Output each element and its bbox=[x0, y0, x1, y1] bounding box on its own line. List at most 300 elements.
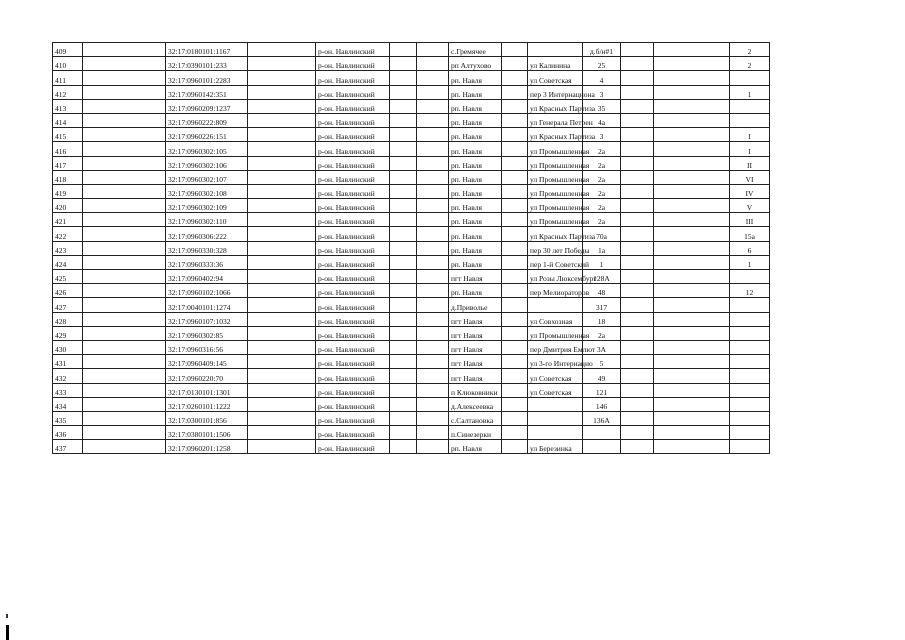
house-number-cell: 25 bbox=[583, 57, 621, 71]
empty-cell bbox=[502, 156, 528, 170]
row-number-cell: 425 bbox=[53, 270, 83, 284]
empty-cell bbox=[390, 213, 417, 227]
district-cell: р-он. Навлинский bbox=[316, 255, 390, 269]
empty-cell bbox=[654, 284, 730, 298]
empty-cell bbox=[83, 184, 166, 198]
district-cell: р-он. Навлинский bbox=[316, 241, 390, 255]
empty-cell bbox=[83, 440, 166, 454]
settlement-cell: д.Алексеевка bbox=[449, 397, 502, 411]
district-cell: р-он. Навлинский bbox=[316, 411, 390, 425]
empty-cell bbox=[83, 199, 166, 213]
table-row bbox=[53, 156, 770, 170]
empty-cell bbox=[248, 213, 316, 227]
empty-cell bbox=[83, 71, 166, 85]
table-row bbox=[53, 43, 770, 57]
table-row bbox=[53, 227, 770, 241]
settlement-cell: рп. Навля bbox=[449, 113, 502, 127]
empty-cell bbox=[502, 426, 528, 440]
table-row bbox=[53, 426, 770, 440]
empty-cell bbox=[248, 85, 316, 99]
district-cell: р-он. Навлинский bbox=[316, 284, 390, 298]
street-cell: пер 30 лет Победы bbox=[528, 241, 583, 255]
table-row bbox=[53, 57, 770, 71]
empty-cell bbox=[417, 170, 449, 184]
district-cell: р-он. Навлинский bbox=[316, 355, 390, 369]
street-cell: ул Советская bbox=[528, 383, 583, 397]
district-cell: р-он. Навлинский bbox=[316, 213, 390, 227]
empty-cell bbox=[502, 213, 528, 227]
empty-cell bbox=[83, 85, 166, 99]
empty-cell bbox=[502, 369, 528, 383]
cadastral-number-cell: 32:17:0960302:108 bbox=[166, 184, 248, 198]
apartment-cell bbox=[730, 270, 770, 284]
empty-cell bbox=[621, 227, 654, 241]
district-cell: р-он. Навлинский bbox=[316, 85, 390, 99]
street-cell bbox=[528, 426, 583, 440]
empty-cell bbox=[654, 57, 730, 71]
empty-cell bbox=[248, 142, 316, 156]
empty-cell bbox=[621, 397, 654, 411]
empty-cell bbox=[654, 227, 730, 241]
street-cell: ул Промышленная bbox=[528, 213, 583, 227]
empty-cell bbox=[390, 383, 417, 397]
house-number-cell: 3 bbox=[583, 128, 621, 142]
district-cell: р-он. Навлинский bbox=[316, 199, 390, 213]
street-cell: пер 1-й Советский bbox=[528, 255, 583, 269]
empty-cell bbox=[417, 355, 449, 369]
table-row bbox=[53, 99, 770, 113]
empty-cell bbox=[502, 199, 528, 213]
house-number-cell: 146 bbox=[583, 397, 621, 411]
empty-cell bbox=[390, 426, 417, 440]
apartment-cell bbox=[730, 312, 770, 326]
cadastral-number-cell: 32:17:0960302:85 bbox=[166, 326, 248, 340]
apartment-cell: II bbox=[730, 156, 770, 170]
cadastral-number-cell: 32:17:0300101:856 bbox=[166, 411, 248, 425]
table-row bbox=[53, 340, 770, 354]
apartment-cell: V bbox=[730, 199, 770, 213]
street-cell: ул Промышленная bbox=[528, 142, 583, 156]
settlement-cell: пгт Навля bbox=[449, 270, 502, 284]
empty-cell bbox=[390, 199, 417, 213]
row-number-cell: 419 bbox=[53, 184, 83, 198]
table-row bbox=[53, 383, 770, 397]
street-cell: ул Березинка bbox=[528, 440, 583, 454]
row-number-cell: 424 bbox=[53, 255, 83, 269]
house-number-cell: 5 bbox=[583, 355, 621, 369]
empty-cell bbox=[417, 312, 449, 326]
empty-cell bbox=[417, 411, 449, 425]
empty-cell bbox=[390, 142, 417, 156]
cadastral-number-cell: 32:17:0960302:105 bbox=[166, 142, 248, 156]
house-number-cell: 35 bbox=[583, 99, 621, 113]
house-number-cell: 2а bbox=[583, 142, 621, 156]
empty-cell bbox=[390, 128, 417, 142]
empty-cell bbox=[417, 57, 449, 71]
empty-cell bbox=[417, 326, 449, 340]
district-cell: р-он. Навлинский bbox=[316, 71, 390, 85]
table-row bbox=[53, 397, 770, 411]
house-number-cell: 1а bbox=[583, 241, 621, 255]
row-number-cell: 422 bbox=[53, 227, 83, 241]
row-number-cell: 411 bbox=[53, 71, 83, 85]
district-cell: р-он. Навлинский bbox=[316, 340, 390, 354]
district-cell: р-он. Навлинский bbox=[316, 270, 390, 284]
empty-cell bbox=[621, 355, 654, 369]
table-row bbox=[53, 241, 770, 255]
empty-cell bbox=[654, 355, 730, 369]
district-cell: р-он. Навлинский bbox=[316, 440, 390, 454]
empty-cell bbox=[654, 411, 730, 425]
district-cell: р-он. Навлинский bbox=[316, 383, 390, 397]
row-number-cell: 429 bbox=[53, 326, 83, 340]
empty-cell bbox=[621, 170, 654, 184]
empty-cell bbox=[248, 340, 316, 354]
settlement-cell: рп. Навля bbox=[449, 85, 502, 99]
apartment-cell bbox=[730, 369, 770, 383]
empty-cell bbox=[83, 43, 166, 57]
settlement-cell: рп. Навля bbox=[449, 156, 502, 170]
empty-cell bbox=[248, 156, 316, 170]
empty-cell bbox=[502, 227, 528, 241]
row-number-cell: 409 bbox=[53, 43, 83, 57]
empty-cell bbox=[417, 340, 449, 354]
empty-cell bbox=[621, 440, 654, 454]
empty-cell bbox=[654, 142, 730, 156]
empty-cell bbox=[621, 99, 654, 113]
empty-cell bbox=[390, 312, 417, 326]
cadastral-number-cell: 32:17:0960209:1237 bbox=[166, 99, 248, 113]
settlement-cell: пгт Навля bbox=[449, 312, 502, 326]
empty-cell bbox=[248, 71, 316, 85]
row-number-cell: 427 bbox=[53, 298, 83, 312]
empty-cell bbox=[83, 369, 166, 383]
table-row bbox=[53, 326, 770, 340]
empty-cell bbox=[502, 241, 528, 255]
settlement-cell: пгт Навля bbox=[449, 340, 502, 354]
street-cell: ул Советская bbox=[528, 369, 583, 383]
empty-cell bbox=[654, 440, 730, 454]
table-row bbox=[53, 170, 770, 184]
empty-cell bbox=[654, 99, 730, 113]
empty-cell bbox=[621, 383, 654, 397]
settlement-cell: п.Синезерки bbox=[449, 426, 502, 440]
street-cell: ул Калинина bbox=[528, 57, 583, 71]
empty-cell bbox=[621, 255, 654, 269]
settlement-cell: рп. Навля bbox=[449, 142, 502, 156]
row-number-cell: 428 bbox=[53, 312, 83, 326]
empty-cell bbox=[390, 340, 417, 354]
table-row bbox=[53, 312, 770, 326]
empty-cell bbox=[83, 270, 166, 284]
empty-cell bbox=[390, 284, 417, 298]
settlement-cell: рп. Навля bbox=[449, 213, 502, 227]
empty-cell bbox=[502, 440, 528, 454]
cadastral-number-cell: 32:17:0960402:94 bbox=[166, 270, 248, 284]
empty-cell bbox=[654, 170, 730, 184]
empty-cell bbox=[248, 383, 316, 397]
empty-cell bbox=[248, 113, 316, 127]
street-cell bbox=[528, 43, 583, 57]
empty-cell bbox=[248, 170, 316, 184]
empty-cell bbox=[390, 255, 417, 269]
empty-cell bbox=[654, 85, 730, 99]
empty-cell bbox=[621, 312, 654, 326]
district-cell: р-он. Навлинский bbox=[316, 326, 390, 340]
empty-cell bbox=[654, 369, 730, 383]
empty-cell bbox=[390, 170, 417, 184]
empty-cell bbox=[417, 397, 449, 411]
empty-cell bbox=[502, 397, 528, 411]
district-cell: р-он. Навлинский bbox=[316, 128, 390, 142]
empty-cell bbox=[83, 340, 166, 354]
empty-cell bbox=[248, 326, 316, 340]
empty-cell bbox=[83, 241, 166, 255]
empty-cell bbox=[417, 85, 449, 99]
apartment-cell bbox=[730, 71, 770, 85]
empty-cell bbox=[621, 241, 654, 255]
cadastral-number-cell: 32:17:0130101:1301 bbox=[166, 383, 248, 397]
empty-cell bbox=[248, 426, 316, 440]
empty-cell bbox=[621, 284, 654, 298]
cadastral-number-cell: 32:17:0180101:1167 bbox=[166, 43, 248, 57]
street-cell: ул Промышленная bbox=[528, 199, 583, 213]
settlement-cell: рп. Навля bbox=[449, 170, 502, 184]
empty-cell bbox=[502, 284, 528, 298]
empty-cell bbox=[83, 255, 166, 269]
empty-cell bbox=[248, 43, 316, 57]
table-row bbox=[53, 113, 770, 127]
row-number-cell: 421 bbox=[53, 213, 83, 227]
table-row bbox=[53, 142, 770, 156]
apartment-cell: III bbox=[730, 213, 770, 227]
empty-cell bbox=[621, 184, 654, 198]
house-number-cell: 2а bbox=[583, 213, 621, 227]
row-number-cell: 432 bbox=[53, 369, 83, 383]
empty-cell bbox=[417, 426, 449, 440]
apartment-cell bbox=[730, 397, 770, 411]
empty-cell bbox=[417, 255, 449, 269]
empty-cell bbox=[502, 184, 528, 198]
settlement-cell: рп. Навля bbox=[449, 71, 502, 85]
empty-cell bbox=[390, 99, 417, 113]
empty-cell bbox=[417, 113, 449, 127]
row-number-cell: 433 bbox=[53, 383, 83, 397]
district-cell: р-он. Навлинский bbox=[316, 142, 390, 156]
empty-cell bbox=[621, 340, 654, 354]
apartment-cell bbox=[730, 113, 770, 127]
empty-cell bbox=[248, 227, 316, 241]
empty-cell bbox=[248, 199, 316, 213]
empty-cell bbox=[654, 326, 730, 340]
empty-cell bbox=[390, 85, 417, 99]
empty-cell bbox=[417, 99, 449, 113]
cadastral-number-cell: 32:17:0960107:1032 bbox=[166, 312, 248, 326]
empty-cell bbox=[83, 128, 166, 142]
empty-cell bbox=[417, 71, 449, 85]
street-cell: ул Красных Партиза bbox=[528, 99, 583, 113]
apartment-cell: 1 bbox=[730, 85, 770, 99]
empty-cell bbox=[248, 128, 316, 142]
empty-cell bbox=[502, 312, 528, 326]
empty-cell bbox=[248, 99, 316, 113]
empty-cell bbox=[502, 43, 528, 57]
apartment-cell: VI bbox=[730, 170, 770, 184]
empty-cell bbox=[390, 326, 417, 340]
row-number-cell: 414 bbox=[53, 113, 83, 127]
empty-cell bbox=[83, 113, 166, 127]
empty-cell bbox=[390, 411, 417, 425]
street-cell bbox=[528, 298, 583, 312]
scan-mark bbox=[6, 614, 8, 618]
empty-cell bbox=[502, 57, 528, 71]
empty-cell bbox=[417, 156, 449, 170]
district-cell: р-он. Навлинский bbox=[316, 170, 390, 184]
empty-cell bbox=[83, 326, 166, 340]
empty-cell bbox=[390, 71, 417, 85]
empty-cell bbox=[83, 170, 166, 184]
empty-cell bbox=[248, 312, 316, 326]
house-number-cell: 4 bbox=[583, 71, 621, 85]
street-cell: ул Красных Партиза bbox=[528, 227, 583, 241]
empty-cell bbox=[417, 184, 449, 198]
cadastral-number-cell: 32:17:0960333:36 bbox=[166, 255, 248, 269]
street-cell: пер Дмитрия Емлют bbox=[528, 340, 583, 354]
table-row bbox=[53, 298, 770, 312]
empty-cell bbox=[654, 213, 730, 227]
settlement-cell: рп. Навля bbox=[449, 184, 502, 198]
cadastral-number-cell: 32:17:0260101:1222 bbox=[166, 397, 248, 411]
empty-cell bbox=[390, 270, 417, 284]
apartment-cell: 2 bbox=[730, 57, 770, 71]
cadastral-number-cell: 32:17:0390101:233 bbox=[166, 57, 248, 71]
settlement-cell: рп. Навля bbox=[449, 241, 502, 255]
empty-cell bbox=[248, 440, 316, 454]
house-number-cell bbox=[583, 426, 621, 440]
empty-cell bbox=[621, 113, 654, 127]
empty-cell bbox=[248, 184, 316, 198]
empty-cell bbox=[390, 156, 417, 170]
empty-cell bbox=[654, 128, 730, 142]
row-number-cell: 417 bbox=[53, 156, 83, 170]
settlement-cell: рп. Навля bbox=[449, 99, 502, 113]
house-number-cell: 70а bbox=[583, 227, 621, 241]
street-cell: пер 3 Интернациона bbox=[528, 85, 583, 99]
cadastral-number-cell: 32:17:0960226:151 bbox=[166, 128, 248, 142]
house-number-cell: 18 bbox=[583, 312, 621, 326]
empty-cell bbox=[390, 227, 417, 241]
empty-cell bbox=[83, 99, 166, 113]
row-number-cell: 435 bbox=[53, 411, 83, 425]
empty-cell bbox=[83, 227, 166, 241]
empty-cell bbox=[654, 241, 730, 255]
apartment-cell bbox=[730, 440, 770, 454]
empty-cell bbox=[417, 440, 449, 454]
empty-cell bbox=[654, 156, 730, 170]
empty-cell bbox=[248, 284, 316, 298]
empty-cell bbox=[83, 383, 166, 397]
apartment-cell bbox=[730, 355, 770, 369]
cadastral-number-cell: 32:17:0960330:328 bbox=[166, 241, 248, 255]
row-number-cell: 431 bbox=[53, 355, 83, 369]
empty-cell bbox=[654, 426, 730, 440]
table-row bbox=[53, 355, 770, 369]
district-cell: р-он. Навлинский bbox=[316, 298, 390, 312]
street-cell bbox=[528, 397, 583, 411]
empty-cell bbox=[654, 255, 730, 269]
row-number-cell: 410 bbox=[53, 57, 83, 71]
empty-cell bbox=[248, 298, 316, 312]
district-cell: р-он. Навлинский bbox=[316, 426, 390, 440]
district-cell: р-он. Навлинский bbox=[316, 43, 390, 57]
apartment-cell bbox=[730, 340, 770, 354]
apartment-cell: I bbox=[730, 142, 770, 156]
cadastral-number-cell: 32:17:0960101:2283 bbox=[166, 71, 248, 85]
scan-edge-mark bbox=[6, 625, 9, 640]
empty-cell bbox=[502, 113, 528, 127]
house-number-cell: 49 bbox=[583, 369, 621, 383]
table-row bbox=[53, 284, 770, 298]
cadastral-number-cell: 32:17:0960302:107 bbox=[166, 170, 248, 184]
settlement-cell: рп. Навля bbox=[449, 128, 502, 142]
street-cell: ул Советская bbox=[528, 71, 583, 85]
row-number-cell: 437 bbox=[53, 440, 83, 454]
row-number-cell: 412 bbox=[53, 85, 83, 99]
settlement-cell: с.Салтановка bbox=[449, 411, 502, 425]
table-row bbox=[53, 85, 770, 99]
settlement-cell: рп. Навля bbox=[449, 227, 502, 241]
table-row bbox=[53, 255, 770, 269]
empty-cell bbox=[502, 128, 528, 142]
district-cell: р-он. Навлинский bbox=[316, 99, 390, 113]
cadastral-number-cell: 32:17:0960142:351 bbox=[166, 85, 248, 99]
house-number-cell: 317 bbox=[583, 298, 621, 312]
empty-cell bbox=[417, 270, 449, 284]
property-registry-table bbox=[52, 42, 770, 454]
empty-cell bbox=[417, 298, 449, 312]
empty-cell bbox=[417, 383, 449, 397]
street-cell: ул Промышленная bbox=[528, 156, 583, 170]
apartment-cell bbox=[730, 426, 770, 440]
empty-cell bbox=[621, 156, 654, 170]
district-cell: р-он. Навлинский bbox=[316, 397, 390, 411]
settlement-cell: рп. Навля bbox=[449, 440, 502, 454]
empty-cell bbox=[248, 355, 316, 369]
settlement-cell: пгт Навля bbox=[449, 326, 502, 340]
apartment-cell: IV bbox=[730, 184, 770, 198]
empty-cell bbox=[502, 326, 528, 340]
apartment-cell: 2 bbox=[730, 43, 770, 57]
table-row bbox=[53, 369, 770, 383]
empty-cell bbox=[390, 241, 417, 255]
empty-cell bbox=[502, 85, 528, 99]
street-cell: ул Розы Люксембург bbox=[528, 270, 583, 284]
empty-cell bbox=[621, 142, 654, 156]
empty-cell bbox=[417, 142, 449, 156]
street-cell: ул Промышленная bbox=[528, 170, 583, 184]
empty-cell bbox=[621, 326, 654, 340]
street-cell: ул 3-го Интернацио bbox=[528, 355, 583, 369]
empty-cell bbox=[654, 397, 730, 411]
empty-cell bbox=[417, 199, 449, 213]
street-cell bbox=[528, 411, 583, 425]
settlement-cell: рп. Навля bbox=[449, 199, 502, 213]
empty-cell bbox=[83, 213, 166, 227]
apartment-cell: I bbox=[730, 128, 770, 142]
empty-cell bbox=[621, 57, 654, 71]
empty-cell bbox=[417, 227, 449, 241]
settlement-cell: пгт Навля bbox=[449, 355, 502, 369]
